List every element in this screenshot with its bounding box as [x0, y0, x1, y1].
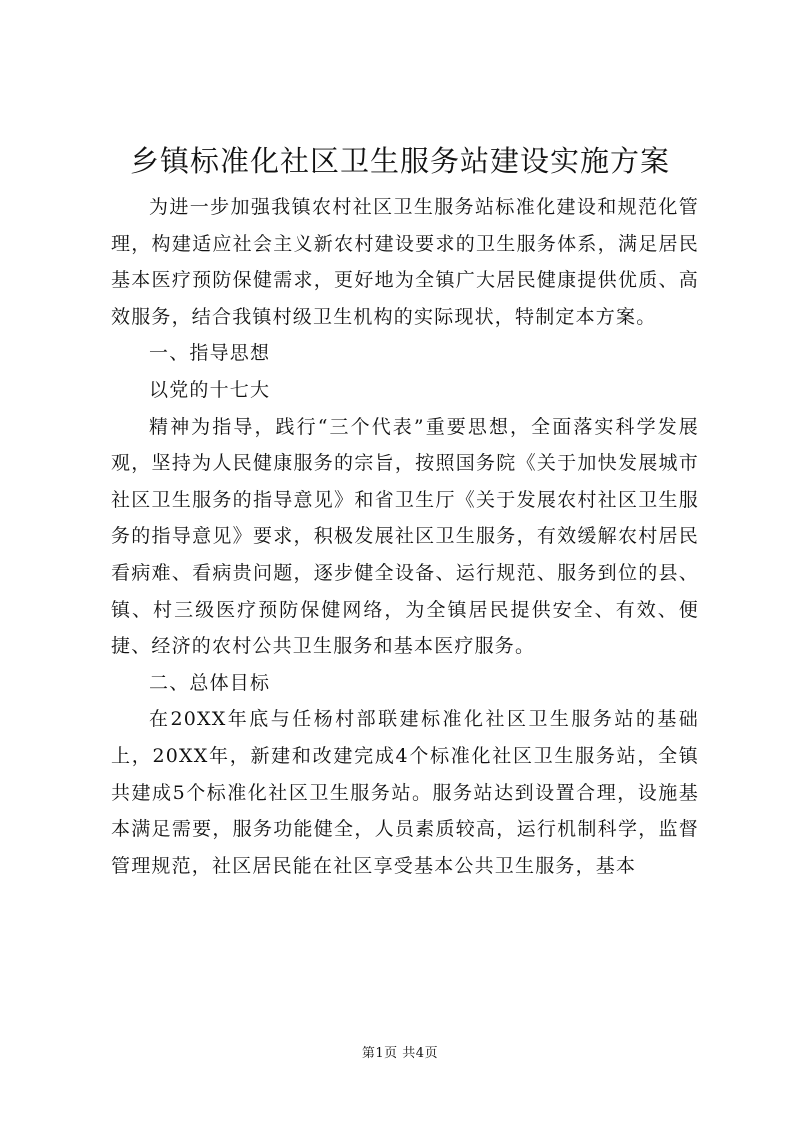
section-heading-overall-goal: 二、总体目标: [149, 671, 271, 694]
guiding-ideology-lead: 以党的十七大: [149, 378, 271, 401]
guiding-ideology-paragraph: 精神为指导，践行“三个代表”重要思想，全面落实科学发展观，坚持为人民健康服务的宗旨，按照国务院《关于加快发展城市社区卫生服务的指导意见》和省卫生厅《关于发展农村社区卫生服务的指导意见》要求，积极发展社区卫生服务，有效缓解农村居民看病难、看病贵问题，逐步健全设备、运行规范、服务到位的县、镇、村三级医疗预防保健网络，为全镇居民提供安全、有效、便捷、经济的农村公共卫生服务和基本医疗服务。: [111, 415, 699, 658]
overall-goal-paragraph: 在20XX年底与任杨村部联建标准化社区卫生服务站的基础上，20XX年，新建和改建完成4个标准化社区卫生服务站，全镇共建成5个标准化社区卫生服务站。服务站达到设置合理，设施基本满足需要，服务功能健全，人员素质较高，运行机制科学，监督管理规范，社区居民能在社区享受基本公共卫生服务，基本: [111, 708, 699, 877]
page-number: 第1页 共4页: [361, 1046, 439, 1061]
document-title: 乡镇标准化社区卫生服务站建设实施方案: [129, 144, 670, 178]
document-body: [111, 189, 699, 884]
intro-paragraph: 为进一步加强我镇农村社区卫生服务站标准化建设和规范化管理，构建适应社会主义新农村建设要求的卫生服务体系，满足居民基本医疗预防保健需求，更好地为全镇广大居民健康提供优质、高效服务，结合我镇村级卫生机构的实际现状，特制定本方案。: [111, 196, 699, 328]
section-heading-guiding-ideology: 一、指导思想: [149, 342, 271, 365]
